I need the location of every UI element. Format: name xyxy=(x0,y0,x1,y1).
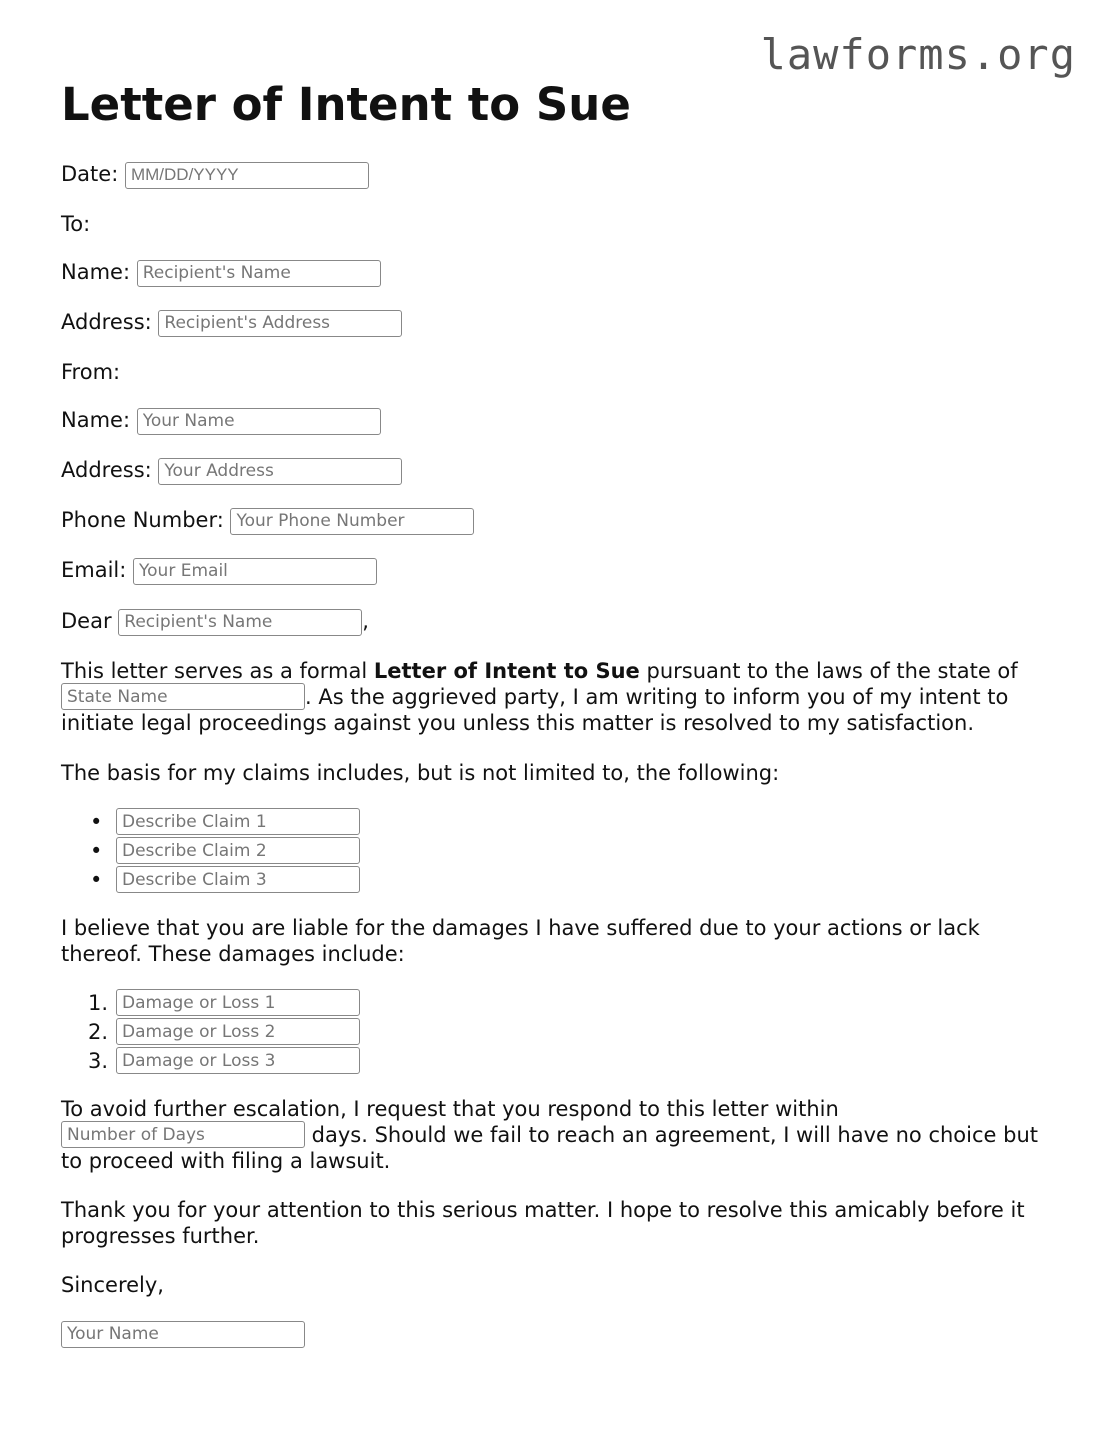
signoff: Sincerely, xyxy=(61,1273,164,1297)
intro-text-1: This letter serves as a formal xyxy=(61,659,374,683)
bullet-icon: • xyxy=(90,868,103,892)
from-address-row xyxy=(61,456,402,485)
to-address-row xyxy=(61,308,402,337)
from-name-row xyxy=(61,406,381,435)
list-item xyxy=(88,1018,360,1047)
damages-intro: I believe that you are liable for the damages I have suffered due to your actions or lack thereof. These damages include: xyxy=(61,916,980,966)
claims-list xyxy=(90,808,360,895)
date-input[interactable] xyxy=(125,162,369,189)
email-label: Email: xyxy=(61,558,127,582)
claim-1-input[interactable] xyxy=(116,808,360,835)
email-input[interactable] xyxy=(133,558,377,585)
damages-list xyxy=(88,989,360,1076)
list-item xyxy=(88,1047,360,1076)
intro-text-2: pursuant to the laws of the state of xyxy=(639,659,1018,683)
intro-paragraph xyxy=(61,658,1051,736)
damage-3-input[interactable] xyxy=(116,1047,360,1074)
response-paragraph xyxy=(61,1096,1051,1174)
to-address-label: Address: xyxy=(61,310,152,334)
email-row xyxy=(61,556,377,585)
salutation-name-input[interactable] xyxy=(118,609,362,636)
closing-paragraph: Thank you for your attention to this serious matter. I hope to resolve this amicably before it progresses further. xyxy=(61,1198,1025,1248)
list-number: 2. xyxy=(88,1020,109,1044)
to-name-label: Name: xyxy=(61,260,131,284)
salutation-comma: , xyxy=(362,609,369,633)
to-heading: To: xyxy=(61,212,91,236)
intro-bold-text: Letter of Intent to Sue xyxy=(373,659,640,683)
days-input[interactable] xyxy=(61,1121,305,1148)
page-title: Letter of Intent to Sue xyxy=(61,78,631,131)
salutation-row xyxy=(61,607,369,636)
damage-2-input[interactable] xyxy=(116,1018,360,1045)
claims-intro: The basis for my claims includes, but is not limited to, the following: xyxy=(61,761,780,785)
to-name-row xyxy=(61,258,381,287)
recipient-name-input[interactable] xyxy=(137,260,381,287)
state-name-input[interactable] xyxy=(61,683,305,710)
list-item xyxy=(90,808,360,837)
your-address-input[interactable] xyxy=(158,458,402,485)
from-address-label: Address: xyxy=(61,458,152,482)
signature-row xyxy=(61,1319,305,1348)
your-name-input[interactable] xyxy=(137,408,381,435)
bullet-icon: • xyxy=(90,810,103,834)
from-name-label: Name: xyxy=(61,408,131,432)
response-text-1: To avoid further escalation, I request that you respond to this letter within xyxy=(61,1097,839,1121)
date-label: Date: xyxy=(61,162,119,186)
list-number: 1. xyxy=(88,991,109,1015)
watermark-logo: lawforms.org xyxy=(760,30,1076,79)
intro-text-3: . As the aggrieved party, I am writing to inform you of my intent to initiate legal proceedings against you unless this matter is resolved to my satisfaction. xyxy=(61,685,1009,735)
phone-row xyxy=(61,506,474,535)
list-item xyxy=(90,837,360,866)
damage-1-input[interactable] xyxy=(116,989,360,1016)
response-text-2: days. Should we fail to reach an agreement, I will have no choice but to proceed with filing a lawsuit. xyxy=(61,1123,1039,1173)
from-heading: From: xyxy=(61,360,121,384)
claim-2-input[interactable] xyxy=(116,837,360,864)
list-item xyxy=(88,989,360,1018)
phone-input[interactable] xyxy=(230,508,474,535)
claim-3-input[interactable] xyxy=(116,866,360,893)
salutation-prefix: Dear xyxy=(61,609,112,633)
phone-label: Phone Number: xyxy=(61,508,224,532)
list-number: 3. xyxy=(88,1049,109,1073)
signature-name-input[interactable] xyxy=(61,1321,305,1348)
recipient-address-input[interactable] xyxy=(158,310,402,337)
bullet-icon: • xyxy=(90,839,103,863)
date-row xyxy=(61,160,369,189)
list-item xyxy=(90,866,360,895)
